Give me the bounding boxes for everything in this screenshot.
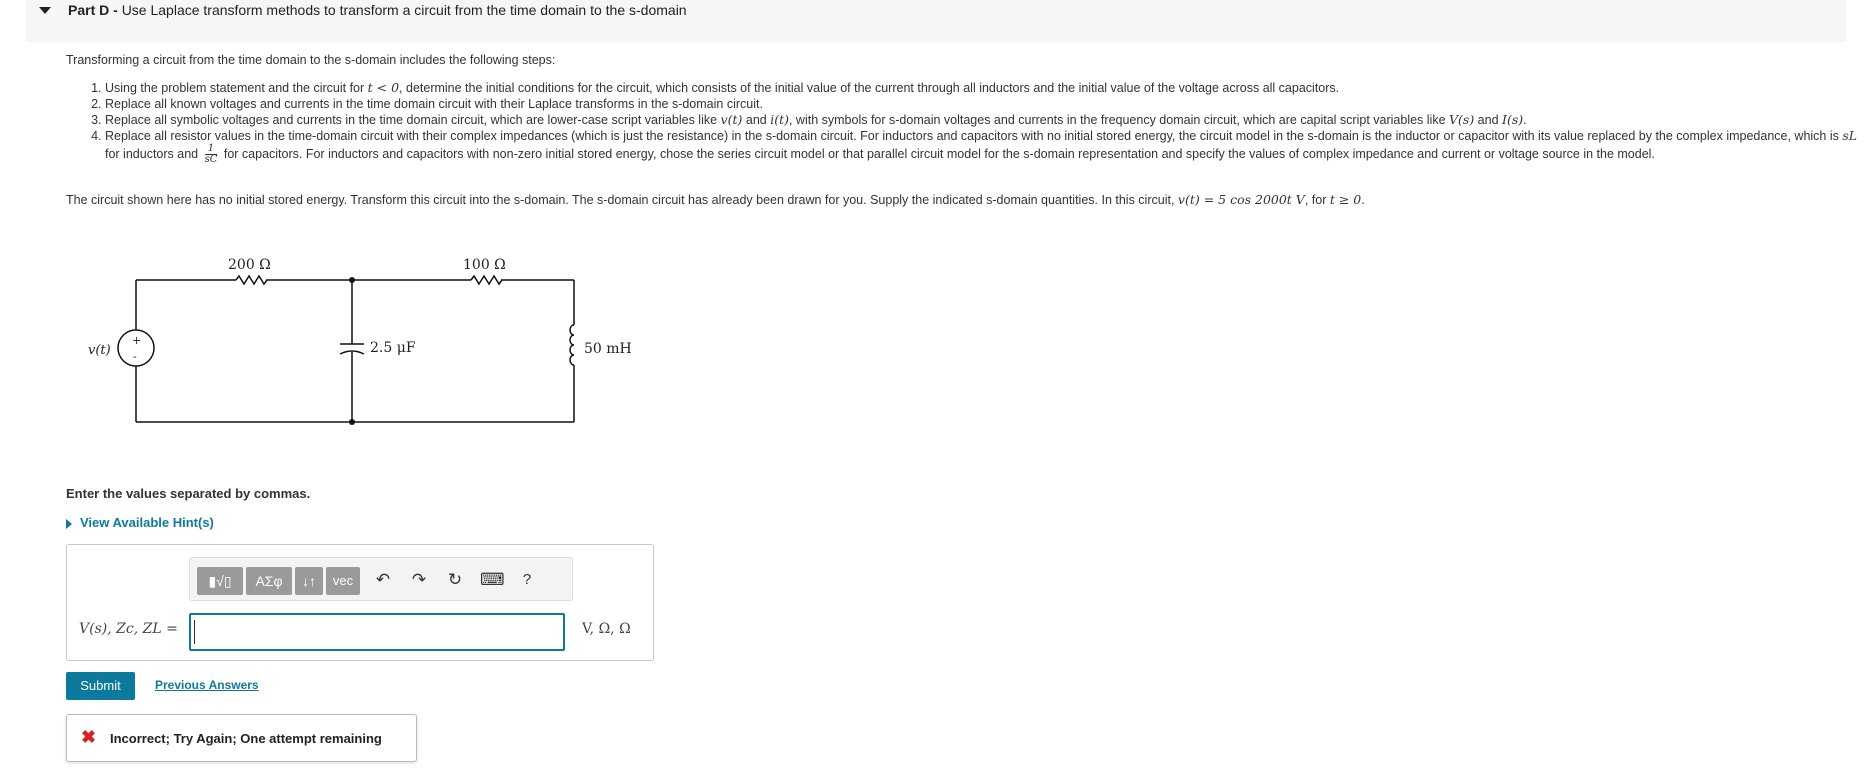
previous-answers-link[interactable]: Previous Answers [155,678,259,692]
greek-symbols-button[interactable]: ΑΣφ [246,567,292,595]
collapse-caret-icon[interactable] [39,7,51,14]
keyboard-icon[interactable]: ⌨ [480,570,505,589]
answer-input[interactable] [189,613,565,651]
view-hints-link[interactable]: View Available Hint(s) [66,515,214,530]
resistor-100-label: 100 Ω [463,257,506,273]
subscript-superscript-button[interactable]: ↓↑ [295,567,323,595]
instruction-text: Enter the values separated by commas. [66,486,311,501]
steps-list [66,80,1865,165]
circuit-diagram [80,250,660,440]
step-4: 4. Replace all resistor values in the time-domain circuit with their complex impedances (which is just the resistance) in the s-domain circuit. For inductors and capacitors with no initial stored energy, the circuit model in the s-domain is the inductor or capacitor with its value replaced by the complex impedance, which is sL for inductors and $\frac{1}{sC}$ for capacitors. For inductors and capacitors with non-zero initial stored energy, chose the series circuit model or that parallel circuit model for the s-domain representation and specify the values of complex impedance and current or voltage source in the model. [105,128,1865,165]
math-toolbar [189,557,573,601]
answer-label: V(s), Zc, ZL = [79,621,178,637]
answer-box [66,544,654,661]
node-bottom [349,419,355,425]
inductor-label: 50 mH [584,341,632,357]
circuit-intro: The circuit shown here has no initial stored energy. Transform this circuit into the s-domain. The s-domain circuit has already been drawn for you. Supply the indicated s-domain quantities. In this circuit, v(t) = 5 cos 2000t V, for t ≥ 0. [66,192,1365,207]
incorrect-icon: ✖ [81,727,97,747]
feedback-message: Incorrect; Try Again; One attempt remaining [110,731,382,746]
submit-button[interactable]: Submit [66,672,135,700]
help-icon[interactable]: ? [522,571,532,588]
expand-caret-icon [66,519,72,529]
source-label: v(t) [88,343,111,358]
source-plus: + [132,334,142,347]
source-minus: - [133,350,137,363]
node-top [349,277,355,283]
inductor-icon [570,325,574,365]
step-3: 3. Replace all symbolic voltages and currents in the time domain circuit, which are lower-case script variables like v(t) and i(t), with symbols for s-domain voltages and currents in the frequency domain circuit, which are capital script variables like V(s) and I(s). [105,112,1865,128]
capacitor-impedance-fraction: $\frac{1}{sC}$ [204,143,218,165]
reset-icon[interactable]: ↻ [447,570,463,589]
step-2: 2. Replace all known voltages and currents in the time domain circuit with their Laplace transforms in the s-domain circuit. [105,96,1865,112]
capacitor-label: 2.5 μF [370,340,416,356]
part-title: Part D - Use Laplace transform methods to transform a circuit from the time domain to the s-domain [68,2,687,18]
feedback-box [66,714,417,762]
redo-icon[interactable]: ↷ [411,570,427,589]
text-cursor [194,620,195,644]
resistor-100-icon [471,276,502,284]
intro-text: Transforming a circuit from the time domain to the s-domain includes the following steps: [66,53,556,67]
templates-button[interactable]: ▮√▯ [197,567,243,595]
undo-icon[interactable]: ↶ [375,570,391,589]
step-1: 1. Using the problem statement and the circuit for t < 0, determine the initial conditions for the circuit, which consists of the initial value of the current through all inductors and the initial value of the voltage across all capacitors. [105,80,1865,96]
resistor-200-label: 200 Ω [228,257,271,273]
vector-button[interactable]: vec [326,567,360,595]
answer-units: V, Ω, Ω [582,621,631,637]
resistor-200-icon [236,276,267,284]
